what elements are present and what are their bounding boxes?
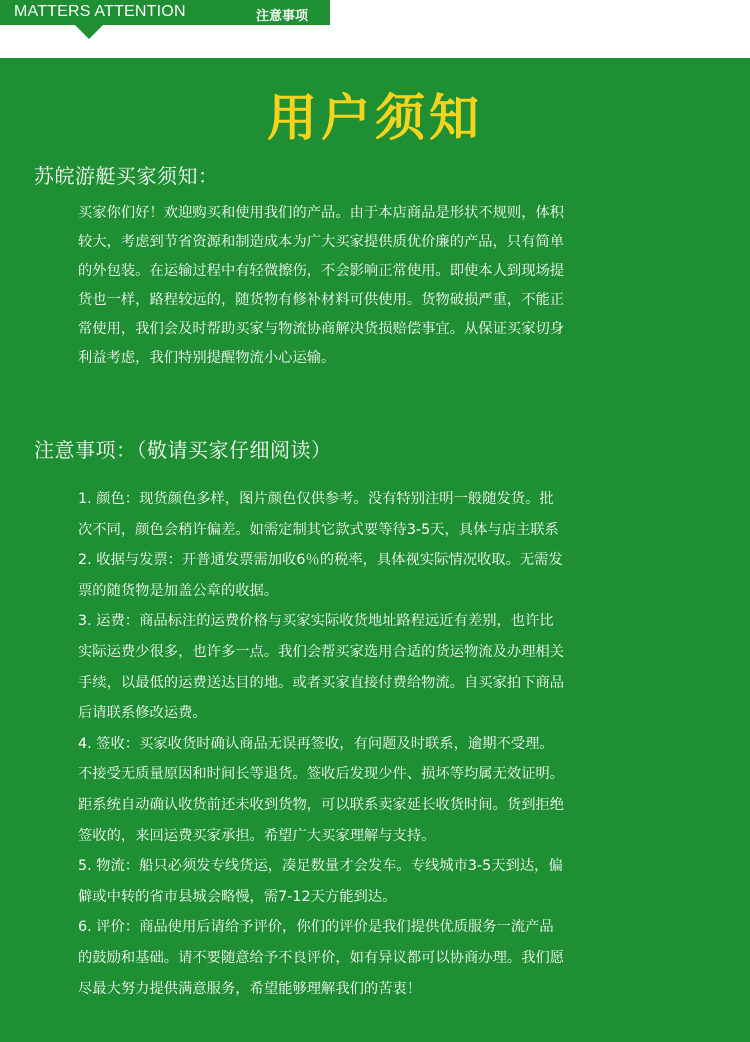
- list-line: 僻或中转的省市县城会略慢，需7-12天方能到达。: [78, 888, 397, 905]
- page-title: 用户须知: [267, 89, 483, 147]
- list-line: 签收的，来回运费买家承担。希望广大买家理解与支持。: [78, 827, 436, 844]
- list-line: 后请联系修改运费。: [78, 705, 207, 722]
- paragraph-line: 较大，考虑到节省资源和制造成本为广大买家提供质优价廉的产品，只有简单: [78, 234, 565, 250]
- attention-items-heading: 注意事项：（敬请买家仔细阅读）: [34, 438, 332, 462]
- list-line: 的鼓励和基础。请不要随意给予不良评价，如有异议都可以协商办理。我们愿: [78, 949, 565, 966]
- paragraph-line: 的外包装。在运输过程中有轻微擦伤，不会影响正常使用。即使本人到现场提: [78, 263, 565, 279]
- buyer-notice-paragraph: [78, 199, 698, 373]
- buyer-notice-heading: 苏皖游艇买家须知：: [34, 164, 219, 188]
- list-line: 实际运费少很多，也许多一点。我们会帮买家选用合适的货运物流及办理相关: [78, 643, 565, 660]
- paragraph-line: 买家你们好！欢迎购买和使用我们的产品。由于本店商品是形状不规则，体积: [78, 205, 565, 221]
- list-line: 3. 运费：商品标注的运费价格与买家实际收货地址路程远近有差别，也许比: [78, 613, 554, 630]
- list-line: 尽最大努力提供满意服务，希望能够理解我们的苦衷！: [78, 980, 422, 997]
- paragraph-line: 利益考虑，我们特别提醒物流小心运输。: [78, 350, 336, 366]
- list-line: 2. 收据与发票：开普通发票需加收6％的税率，具体视实际情况收取。无需发: [78, 552, 563, 569]
- paragraph-line: 常使用，我们会及时帮助买家与物流协商解决货损赔偿事宜。从保证买家切身: [78, 321, 565, 337]
- list-line: 票的随货物是加盖公章的收据。: [78, 582, 279, 599]
- matters-attention-banner: [0, 0, 330, 25]
- list-line: 手续，以最低的运费送达目的地。或者买家直接付费给物流。自买家拍下商品: [78, 674, 565, 691]
- banner-chinese-label: 注意事项: [256, 9, 309, 24]
- paragraph-line: 货也一样，路程较远的，随货物有修补材料可供使用。货物破损严重，不能正: [78, 292, 565, 308]
- list-line: 6. 评价：商品使用后请给予评价，你们的评价是我们提供优质服务一流产品: [78, 919, 554, 936]
- list-line: 不接受无质量原因和时间长等退货。签收后发现少件、损坏等均属无效证明。: [78, 766, 565, 783]
- list-line: 5. 物流：船只必须发专线货运，凑足数量才会发车。专线城市3-5天到达，偏: [78, 858, 563, 875]
- banner-english-label: MATTERS ATTENTION: [14, 3, 186, 20]
- list-line: 4. 签收：买家收货时确认商品无误再签收，有问题及时联系，逾期不受理。: [78, 735, 554, 752]
- list-line: 距系统自动确认收货前还未收到货物，可以联系卖家延长收货时间。货到拒绝: [78, 796, 565, 813]
- list-line: 次不同，颜色会稍许偏差。如需定制其它款式要等待3-5天，具体与店主联系: [78, 521, 559, 538]
- banner-pointer-arrow: [75, 25, 103, 39]
- list-line: 1. 颜色：现货颜色多样，图片颜色仅供参考。没有特别注明一般随发货。批: [78, 491, 554, 507]
- attention-items-list: [78, 484, 698, 1004]
